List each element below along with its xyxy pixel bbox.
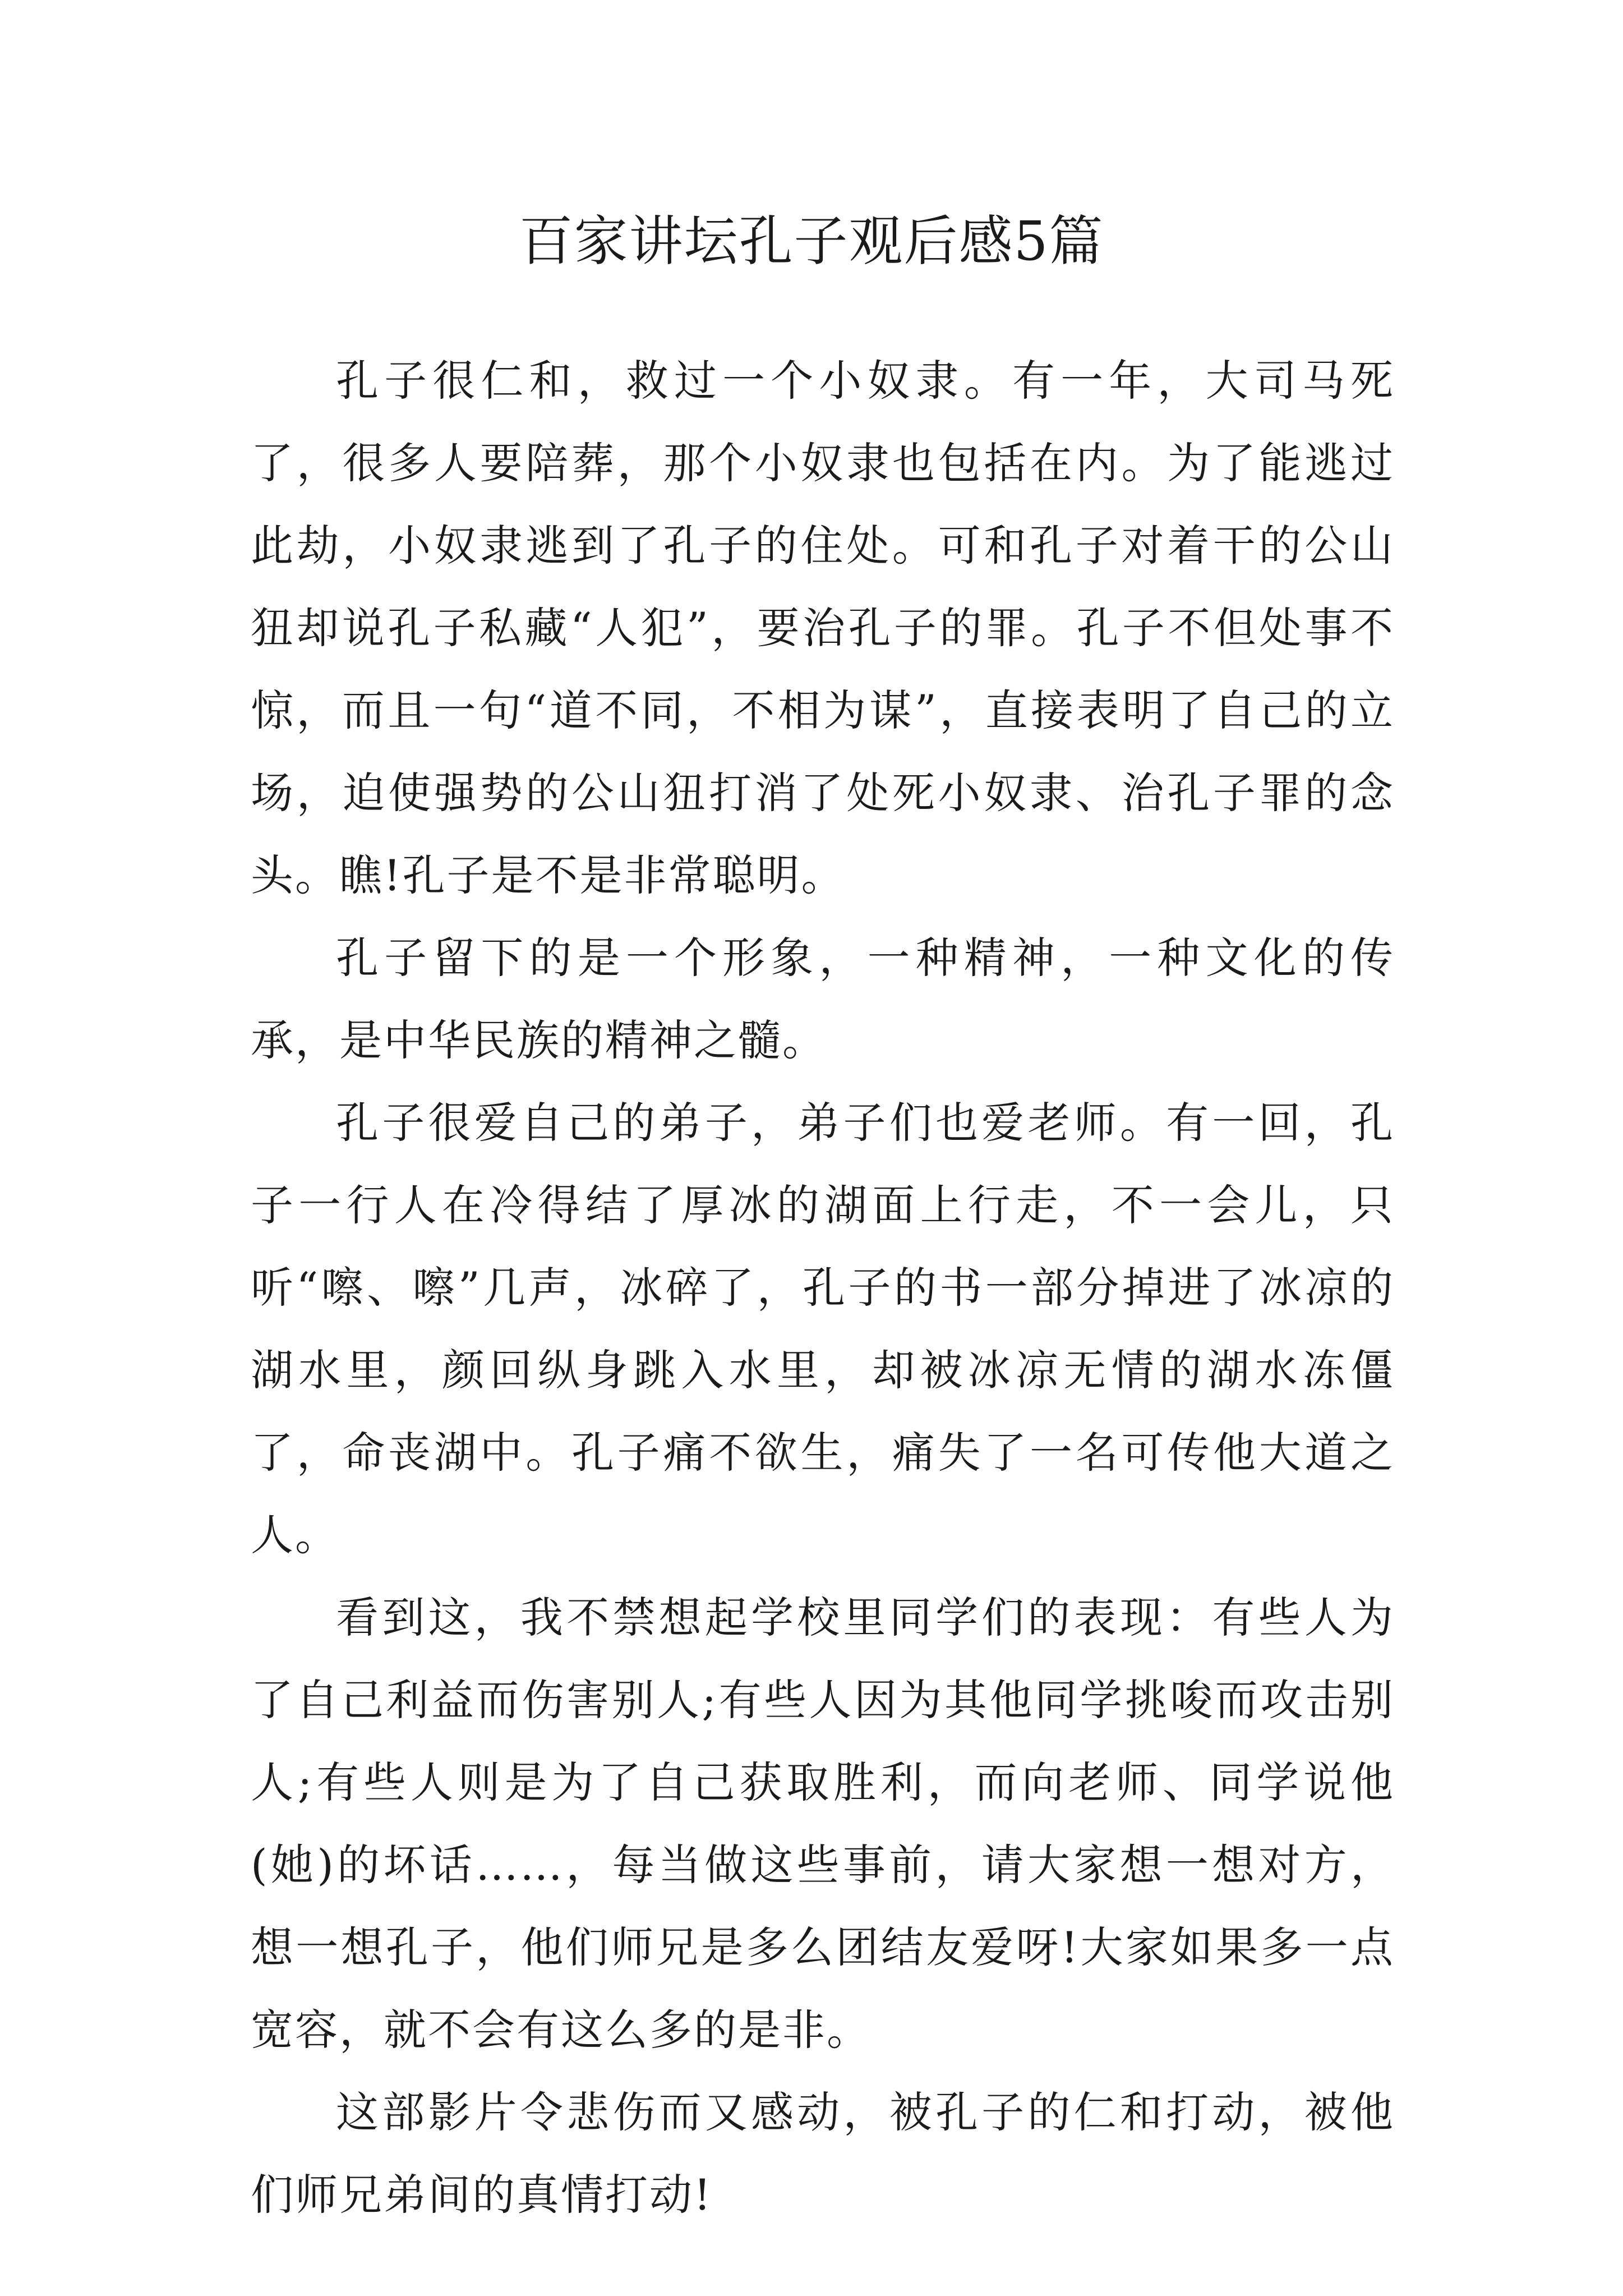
document-title: 百家讲坛孔子观后感5篇 bbox=[519, 210, 1104, 273]
document-body bbox=[251, 339, 1395, 2236]
paragraph-2: 孔子留下的是一个形象，一种精神，一种文化的传承，是中华民族的精神之髓。 bbox=[251, 933, 1395, 1065]
paragraph-1: 孔子很仁和，救过一个小奴隶。有一年，大司马死了，很多人要陪葬，那个小奴隶也包括在内。为了能逃过此劫，小奴隶逃到了孔子的住处。可和孔子对着干的公山狃却说孔子私藏“人犯”，要治孔子的罪。孔子不但处事不惊，而且一句“道不同，不相为谋”，直接表明了自己的立场，迫使强势的公山狃打消了处死小奴隶、治孔子罪的念头。瞧!孔子是不是非常聪明。 bbox=[251, 356, 1395, 900]
paragraph-5: 这部影片令悲伤而又感动，被孔子的仁和打动，被他们师兄弟间的真情打动! bbox=[251, 2087, 1395, 2220]
paragraph-4: 看到这，我不禁想起学校里同学们的表现：有些人为了自己利益而伤害别人;有些人因为其他同学挑唆而攻击别人;有些人则是为了自己获取胜利，而向老师、同学说他(她)的坏话……，每当做这些事前，请大家想一想对方，想一想孔子，他们师兄是多么团结友爱呀!大家如果多一点宽容，就不会有这么多的是非。 bbox=[251, 1593, 1395, 2055]
paragraph-3: 孔子很爱自己的弟子，弟子们也爱老师。有一回，孔子一行人在冷得结了厚冰的湖面上行走，不一会儿，只听“嚓、嚓”几声，冰碎了，孔子的书一部分掉进了冰凉的湖水里，颜回纵身跳入水里，却被冰凉无情的湖水冻僵了，命丧湖中。孔子痛不欲生，痛失了一名可传他大道之人。 bbox=[251, 1098, 1395, 1560]
